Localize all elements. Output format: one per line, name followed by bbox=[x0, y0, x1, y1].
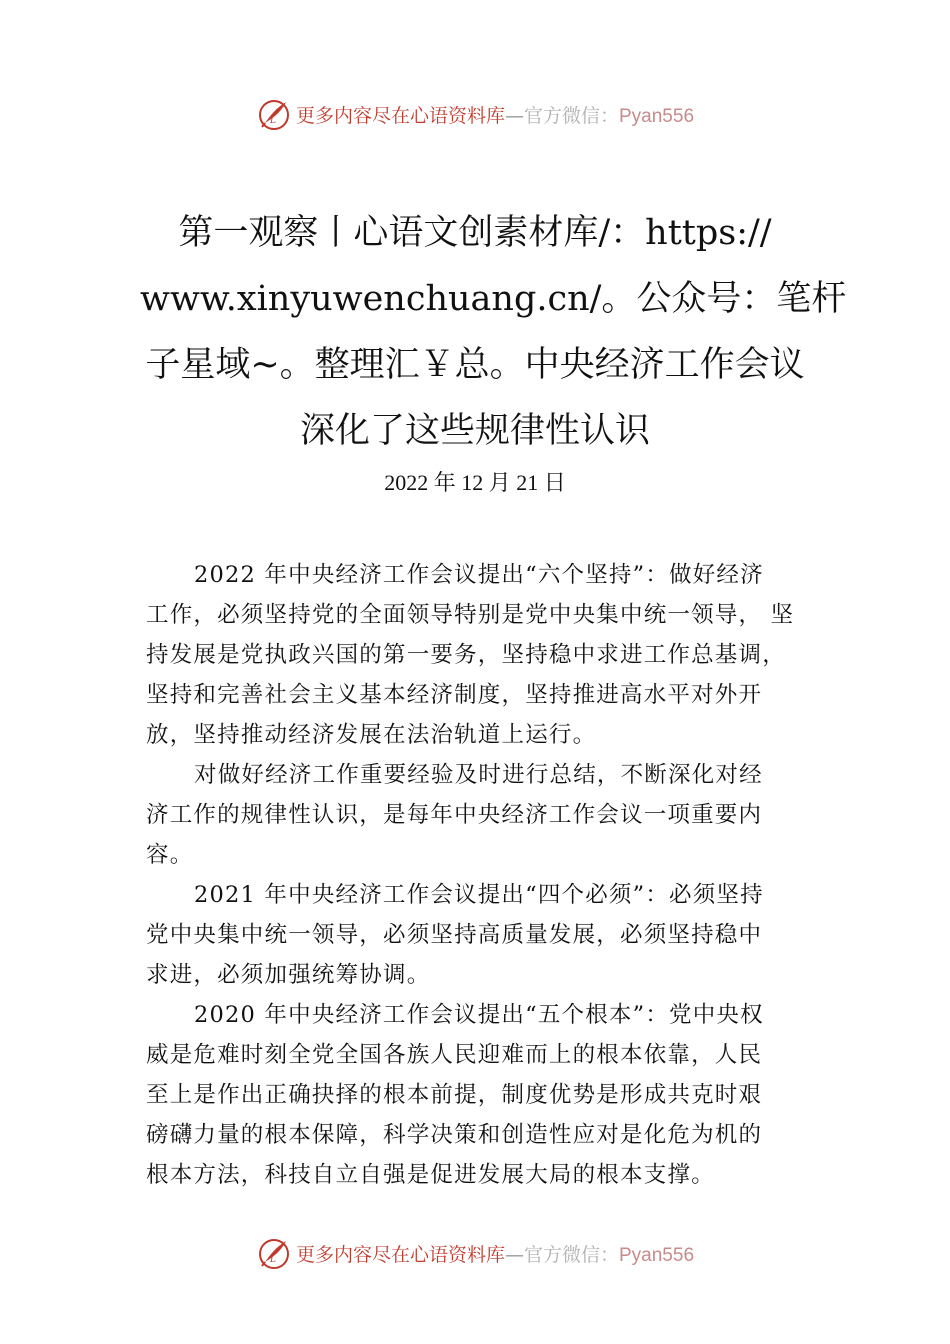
footer-watermark-banner bbox=[0, 1233, 950, 1273]
document-title bbox=[140, 200, 847, 464]
paragraph-line: 根本方法，科技自立自强是促进发展大局的根本支撑。 bbox=[146, 1162, 715, 1188]
paragraph-line: 2020 年中央经济工作会议提出“五个根本”：党中央权 bbox=[194, 1002, 764, 1028]
title-line: 深化了这些规律性认识 bbox=[299, 411, 650, 451]
paragraph-line: 党中央集中统一领导，必须坚持高质量发展，必须坚持稳中 bbox=[146, 922, 763, 948]
title-line: 第一观察丨心语文创素材库/：https:// bbox=[178, 213, 772, 253]
header-watermark-banner bbox=[0, 94, 950, 134]
banner-dash: — bbox=[504, 104, 524, 127]
banner-brand-text: 更多内容尽在心语资料库 bbox=[295, 1243, 505, 1266]
publish-date: 2022 年 12 月 21 日 bbox=[384, 470, 566, 495]
title-line: 子星域~。整理汇￥总。中央经济工作会议 bbox=[145, 345, 805, 385]
paragraph-line: 容。 bbox=[146, 842, 194, 868]
banner-wechat-id: Pyan556 bbox=[619, 1244, 695, 1266]
title-line: www.xinyuwenchuang.cn/。公众号：笔杆 bbox=[140, 279, 847, 319]
paragraph-line: 济工作的规律性认识，是每年中央经济工作会议一项重要内 bbox=[146, 802, 763, 828]
banner-brand-text: 更多内容尽在心语资料库 bbox=[295, 104, 505, 127]
document-body bbox=[146, 555, 816, 1195]
paragraph-3 bbox=[146, 875, 816, 995]
paragraph-2 bbox=[146, 755, 816, 875]
banner-dash: — bbox=[504, 1243, 524, 1266]
banner-wechat-label: 官方微信： bbox=[523, 104, 619, 127]
feather-quill-icon bbox=[256, 96, 292, 132]
banner-wechat-id: Pyan556 bbox=[619, 105, 695, 127]
paragraph-4 bbox=[146, 995, 816, 1195]
paragraph-line: 坚持和完善社会主义基本经济制度，坚持推进高水平对外开 bbox=[146, 682, 763, 708]
paragraph-line: 2021 年中央经济工作会议提出“四个必须”：必须坚持 bbox=[194, 882, 764, 908]
paragraph-line: 持发展是党执政兴国的第一要务，坚持稳中求进工作总基调， bbox=[146, 642, 786, 668]
paragraph-line: 2022 年中央经济工作会议提出“六个坚持”：做好经济 bbox=[194, 562, 764, 588]
svg-text:L: L bbox=[269, 1255, 276, 1265]
paragraph-1 bbox=[146, 555, 816, 755]
paragraph-line: 求进，必须加强统筹协调。 bbox=[146, 962, 431, 988]
paragraph-line: 放，坚持推动经济发展在法治轨道上运行。 bbox=[146, 722, 597, 748]
paragraph-line: 威是危难时刻全党全国各族人民迎难而上的根本依靠，人民 bbox=[146, 1042, 763, 1068]
svg-text:L: L bbox=[269, 116, 276, 126]
paragraph-line: 至上是作出正确抉择的根本前提，制度优势是形成共克时艰 bbox=[146, 1082, 763, 1108]
paragraph-line: 对做好经济工作重要经验及时进行总结，不断深化对经 bbox=[194, 762, 763, 788]
paragraph-line: 磅礴力量的根本保障，科学决策和创造性应对是化危为机的 bbox=[146, 1122, 763, 1148]
feather-quill-icon bbox=[256, 1235, 292, 1271]
paragraph-line: 工作，必须坚持党的全面领导特别是党中央集中统一领导， 坚 bbox=[146, 602, 795, 628]
banner-wechat-label: 官方微信： bbox=[523, 1243, 619, 1266]
